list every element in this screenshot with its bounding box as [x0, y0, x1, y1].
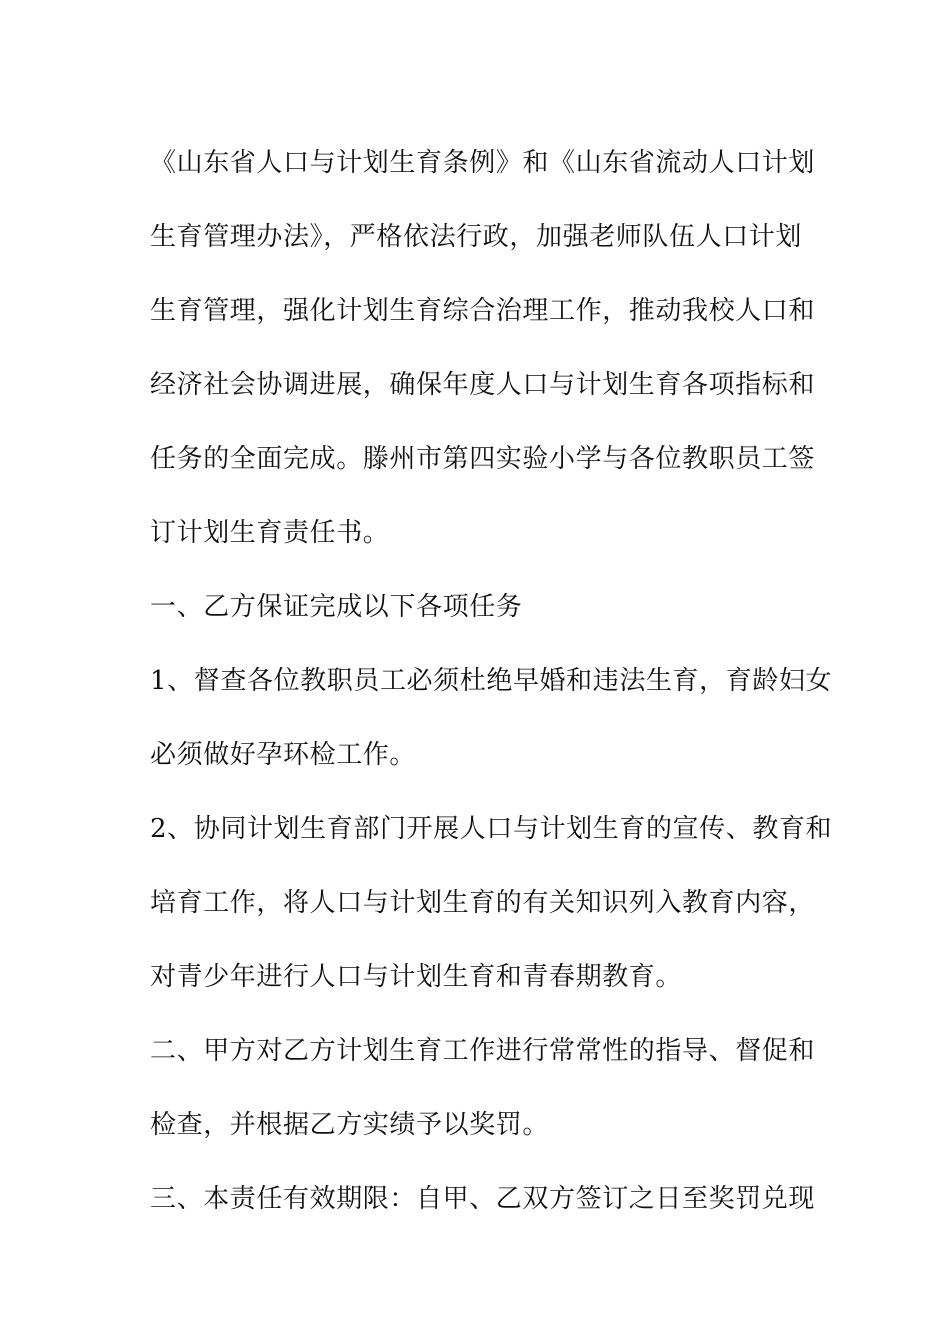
section-heading: 三、本责任有效期限：自甲、乙双方签订之日至奖罚兑现 [150, 1184, 816, 1214]
document-body [150, 126, 833, 1236]
section-heading: 二、甲方对乙方计划生育工作进行常常性的指导、督促和 [150, 1036, 816, 1066]
text-line: 检查，并根据乙方实绩予以奖罚。 [150, 1110, 550, 1140]
text-line: 2、协同计划生育部门开展人口与计划生育的宣传、教育和 [150, 814, 833, 844]
text-line: 对青少年进行人口与计划生育和青春期教育。 [150, 962, 683, 992]
section-heading: 一、乙方保证完成以下各项任务 [150, 592, 523, 622]
text-line: 生育管理办法》，严格依法行政，加强老师队伍人口计划 [150, 222, 803, 252]
text-line: 任务的全面完成。滕州市第四实验小学与各位教职员工签 [150, 444, 816, 474]
text-line: 生育管理，强化计划生育综合治理工作，推动我校人口和 [150, 296, 816, 326]
text-line: 《山东省人口与计划生育条例》和《山东省流动人口计划 [150, 148, 816, 178]
text-line: 订计划生育责任书。 [150, 518, 390, 548]
text-line: 1、督查各位教职员工必须杜绝早婚和违法生育，育龄妇女 [150, 666, 833, 696]
text-line: 必须做好孕环检工作。 [150, 740, 417, 770]
text-line: 经济社会协调进展，确保年度人口与计划生育各项指标和 [150, 370, 816, 400]
text-line: 培育工作，将人口与计划生育的有关知识列入教育内容， [150, 888, 816, 918]
